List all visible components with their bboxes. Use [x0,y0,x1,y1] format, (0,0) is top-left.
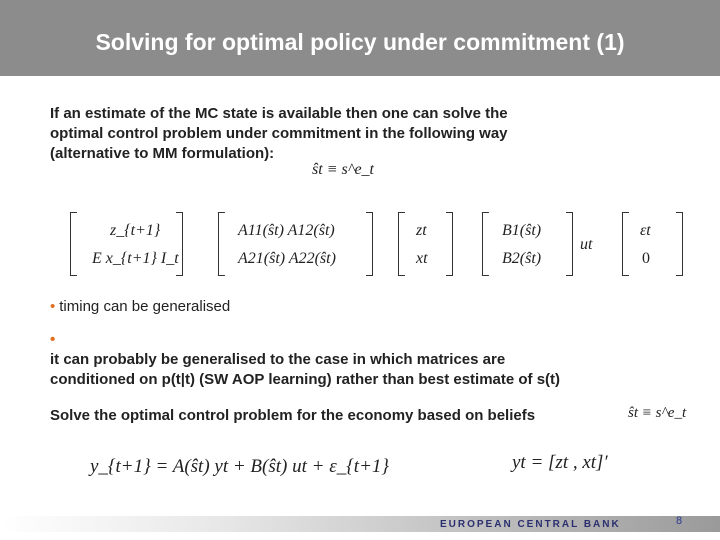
left-bracket [398,212,405,276]
bullet-line: it can probably be generalised to the case in which matrices are [50,351,506,368]
lhs-bottom: E x_{t+1} I_t [92,250,179,267]
bullet-text: timing can be generalised [59,298,231,315]
a-matrix-top: A11(ŝt) A12(ŝt) [238,222,335,239]
left-bracket [218,212,225,276]
dynamics-equation: y_{t+1} = A(ŝt) yt + B(ŝt) ut + ε_{t+1} [90,456,389,477]
b-matrix-top: B1(ŝt) [502,222,542,239]
a-matrix-bottom: A21(ŝt) A22(ŝt) [238,250,336,267]
intro-line: If an estimate of the MC state is available then one can solve the [50,105,508,122]
left-bracket [70,212,77,276]
b-matrix-bottom: B2(ŝt) [502,250,542,267]
right-bracket [446,212,453,276]
left-bracket [482,212,489,276]
footer-organization: EUROPEAN CENTRAL BANK [440,519,621,530]
shock-top: εt [640,222,651,239]
control-term: ut [580,236,593,253]
solve-line: Solve the optimal control problem for the economy based on beliefs [50,407,536,424]
right-bracket [176,212,183,276]
estimate-equation: ŝt ≡ s^e_t [312,161,374,178]
slide-title: Solving for optimal policy under commitment (1) [95,29,625,55]
state-vector-definition: yt = [zt , xt]′ [512,452,608,473]
state-bottom: xt [416,250,428,267]
bullet-timing [50,297,230,317]
right-bracket [566,212,573,276]
left-bracket [622,212,629,276]
intro-line: optimal control problem under commitment in the following way [50,125,508,142]
right-bracket [366,212,373,276]
intro-paragraph [50,104,508,164]
lhs-top: z_{t+1} [110,222,161,239]
solve-paragraph [50,406,535,426]
intro-line: (alternative to MM formulation): [50,145,275,162]
state-top: zt [416,222,427,239]
right-bracket [676,212,683,276]
page-number: 8 [676,515,683,527]
shock-bottom: 0 [642,250,650,267]
beliefs-equation: ŝt ≡ s^e_t [628,405,687,421]
bullet-line: conditioned on p(t|t) (SW AOP learning) rather than best estimate of s(t) [50,371,561,388]
bullet-generalised [50,330,560,390]
bullet-marker: • [50,331,56,348]
bullet-marker: • [50,298,56,315]
